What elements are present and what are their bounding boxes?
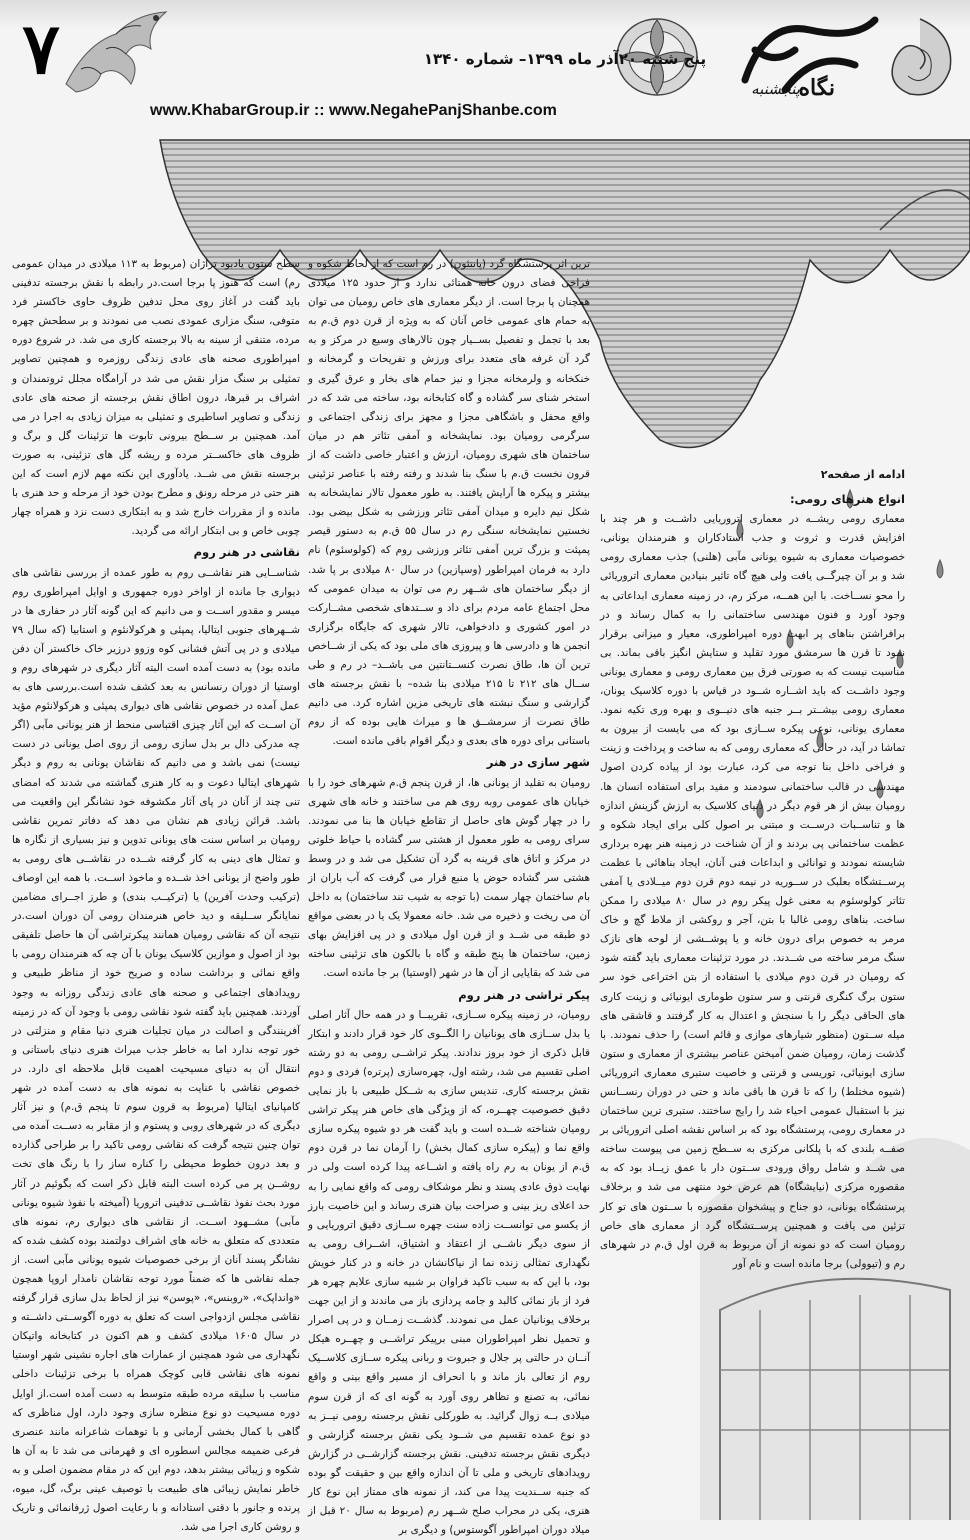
article-paragraph: شناســایی هنر نقاشــی روم به طور عمده از بررسی نقاشی های دیواری جا مانده از اواخر دوره جمهوری و اوایل امپراطوری روم میسر و مقدور اســت و می دانیم که این گونه آثار در حفاری ها در شــهرهای جنوبی ایتالیا، پمپئی و هرکولانئوم و استابیا (که سال ۷۹ میلادی و در پی آتش فشانی کوه وزوو درزیر خاک خاکستر آن دفن مانده بود) به دست آمده است البته آثار دیگری در شهرهای روم و اوستیا از دوران رنسانس به بعد کشف شده است.بررسی های به عمل آمده در خصوص نقاشی های دیواری پمپئی و هرکولانئوم مؤید آن اســت که این آثار چیزی اقتباسی منحط از هنر یونانی مآبی (اگر چه مدرکی دال بر بدل سازی رومی از روی اصل یونانی در دست نیست) نمی باشد و می دانیم که نقاشان یونانی به روم و دیگر شهرهای ایتالیا دعوت و به کار هنری گماشته می شدند که امضای تنی چند از آنان در پای آثار مکشوفه خود نشانگر این واقعیت می باشد. قرائن زیادی هم نشان می دهد که دفاتر تمرین نقاشی رومیان بر اساس سنت های یونانی تدوین و نیز بسیاری از نگاره ها و تمثال های دینی به کار گرفته شــده در نقاشــی های رومی به طور واضح از یونانی اخذ شــده و ماخوذ اســت. با همه این اوصاف (ترکیب وحدت آفرین) یا (ترکیــب بندی) و طرز اجــرای مضامین نمایانگر ســلیقه و دید خاص هنرمندان رومی آن دوران است.در نتیجه آن که نقاشی رومیان همانند پیکرتراشی آن ها حاصل تلفیقی بود از اصول و موازین کلاسیک یونان با آن چه که هنرمندان رومی با واقع نمائی و برداشت ساده و صریح خود از مناظر طبیعی و رویدادهای اجتماعی و صحنه های عادی زندگی روزانه به وجود آوردند. همچنین باید گفته شود نقاشی رومی با وجود آن که در زمینه آفرینندگی و اصالت در میان تجلیات هنری دنیا مقام و منزلتی در خور توجه ندارد اما به خاطر جذب میراث هنری دنیای باستانی و انتقال آن به دنیای مسیحیت اهمیت قابل ملاحظه ای دارد. در خصوص نقاشی با عنایت به نمونه های به دست آمده در شهر کامپانیای ایتالیا (مربوط به قرون سوم تا پنجم ق.م) و نیز آثار دیگری که در شهرهای روبی و پستوم و از مقابر به دســت آمده می توان چنین نتیجه گرفت که نقاشی رومی تاکید را بر طراحی گذارده و بعد درون خطوط محیطی را کناره ساز را با رنگ های تخت روشــن پر می کرده است البته قابل ذکر است که بگوئیم در آثار مورد بحث نفوذ نقاشــی تدفینی اتروریا (آمیخته با نفوذ شیوه یونانی مآبی) مشــهود اســت. از نقاشی های دیواری رم، نمونه های متعددی که متعلق به خانه های اشراف دولتمند بوده کشف شده که نشانگر پسند آنان از برخی خصوصیات شیوه یونانی مآبی است. از جمله نقاشی ها که ضمناً مورد توجه نقاشان نامدار اروپا همچون «وانداپک»، «روبنس»، «پوسن» نیز از لحاظ بدل سازی قرار گرفته نقاشی مجلس ازدواجی است که تعلق به دوره آگوســتی داشــته و در سال ۱۶۰۵ میلادی کشف و هم اکنون در کتابخانه واتیکان نگهداری می شود همچنین از عمارات های اجاره نشینی شهر اوستیا نمونه های نقاشی قابی کوچک همراه با برخی تزئینات داخلی مناسب با سلیقه مرده طبقه متوسط به دست آمده است.از اوایل دوره مسیحیت دو نوع منظره سازی وجود دارد، اول مناظری که گاهی با کمال بخشی آرمانی و با توهمات شاعرانه مانند عنصری فرعی ضمیمه مجالس اسطوره ای و قهرمانی می شد تا به آن ها شکوه و زیبائی بیشتر بدهد، دوم این که در مقام مضمون اصلی و به خاطر نمایش زیبائی های طبیعت با توصیف عینی برگ، گل، میوه، پرنده و جانور با دقتی استادانه و با رعایت اصول ژرفانمائی و تاریک و روشن کاری اجرا می شد. bbox=[12, 566, 300, 1534]
section-heading-painting: نقاشی در هنر روم bbox=[193, 545, 300, 560]
article-column-right bbox=[600, 465, 905, 1274]
logo-subtitle: پنجشنبه bbox=[751, 80, 800, 98]
issue-date-line: پنج شنبه ۲۰آذر ماه ۱۳۹۹– شماره ۱۳۴۰ bbox=[423, 50, 707, 68]
section-heading-urbanism: شهر سازی در هنر bbox=[486, 755, 590, 770]
website-urls[interactable]: www.KhabarGroup.ir :: www.NegahePanjShanbe.com bbox=[150, 102, 557, 119]
article-paragraph: سطح ستون یادبود تراژان (مربوط به ۱۱۳ میلادی در میدان عمومی رم) است که هنوز پا برجا است.در رابطه با نقش برجسته تدفینی باید گفت در آغاز روی محل تدفین ظروف حاوی خاکستر فرد متوفی، سنگ مزاری عمودی نصب می نمودند و بر سطحش چهره مرده، متنقی از سینه به بالا برجسته کاری می شد. در شروع دوره امپراطوری صحنه های عادی زندگی روزمره و همچنین تصاویر تمثیلی بر سنگ مزار نقش می شد در آرامگاه مجلل ثروتمندان و اشراف بر قبرها، درون اطاق نقش برجسته از صحنه های عادی زندگی و تصاویر اساطیری و تمثیلی به میزان زیادی به اجرا در می آمد. همچنین بر ســطح بیرونی تابوت ها تزئینات گل و برگ و ظروف های خاکســتر مرده و ریشه گل های تزئینی، به صورت برجسته نقش می شــد. یادآوری این نکته مهم لازم است که این هنر حتی در مرحله رونق و مطرح بودن خود از مرحله و حد هنری با مانده و از مقررات خارج شد و به ابتکاری دست نزد و همراه چهار چوبی خاص و بی ابتکار ارائه می گردید. bbox=[12, 258, 300, 538]
article-paragraph: ترین اثر پرستشگاه گرد (پانتئون) در رم است که از لحاظ شکوه و فراخی فضای درون خانه همتائی ندارد و از حدود ۱۲۵ میلادی همچنان پا برجا است. از دیگر معماری های خاص رومیان می توان به حمام های عمومی خاص آنان که به ویژه از قرن دوم ق.م به بعد با تجمل و تفصیل بســیار چون تالارهای وسیع در مرکز و به گرد آن غرفه های متعدد برای ورزش و تفریحات و گرمخانه و خنکخانه و ولرمخانه مجزا و نیز حمام های بخار و عرق گیری و استخر شنای سر گشاده و گاه کتابخانه بود، ساخته می شد که در واقع محفل و باشگاهی مجزا و مجهز برای زندگی اجتماعی و سرگرمی رومیان بود. نمایشخانه و آمفی تئاتر هم در میان ساختمان های شهری رومیان، ارزش و اعتبار خاصی داشت که از قرون نخست ق.م با سنگ بنا شدند و رفته رفته با عناصر تزئینی بیشتر و پیکره ها آرایش یافتند. به طور معمول تالار نمایشخانه به شکل نیم دایره و میدان آمفی تئاتر ورزشی به شکل بیضی بود. نخستین نمایشخانه سنگی رم در سال ۵۵ ق.م به دستور قیصر پمپئت و بزرگ ترین آمفی تئاتر ورزشی روم که (کولوسئوم) نام دارد به فرمان امپراطور (وسپازین) در سال ۸۰ میلادی بر پا شد. از دیگر ساختمان های شــهر رم می توان به میدان عمومی که محل اجتماع عامه مردم برای داد و ســتدهای شخصی مشــارکت در امور کشوری و دادخواهی، تالار شهری که جایگاه برگزاری انجمن ها و دادرسی ها و پیروزی های ملی بود که یکی از شــاخص ترین آن ها، طاق نصرت کنســتانتین می باشــد– در رم و طی ســال های ۲۱۲ تا ۲۱۵ میلادی بنا شده– با نقش برجسته های گزارشی و سنگ نبشته های تاریخی مزین اشاره کرد. می دانیم طاق نصرت از سرمشــق ها و میراث هایی بوده که از روم باستانی برای دوره های بعدی و دیگر اقوام باقی مانده است. bbox=[308, 258, 590, 748]
phoenix-ornament-icon bbox=[56, 4, 176, 96]
article-paragraph: معماری رومی ریشــه در معماری اتروریایی داشــت و هر چند با افزایش قدرت و ثروت و جذب استادکاران و هنرمندان یونانی، خصوصیات معماری به شیوه یونانی مآبی (هلنی) جذب معماری رومی شد و بر آن چیرگــی یافت ولی هیچ گاه تاثیر بنیادین معماری اتروریائی را محو نســاخت. با این همــه، مرکز رم، در زمینه معماری ابداعاتی به وجود آورد و فنون مهندسی ساختمانی را به کمال رساند و در برافراشتن بناهای پر ابهت دوره امپراطوری، معیار و میزانی برقرار نمود تا قرن ها سرمشق مورد تقلید و ستایش انگیز باقی بماند. بی مناسبت نیست که به صورتی فرق بین معماری رومی و معماری یونانی وجود داشــت که باید اشــاره شــود در قیاس با دوره کلاسیک یونان، معماری رومی بیشــتر بــر جنبه های دنیــوی و بهره وری تکیه نمود. معماری یونانی، نوعی پیکره ســازی بود که می بایست از بیرون به تماشا در آید، در حالی که معماری رومی که به ساخت و پرداخت و زینت و فراخی داخل بنا توجه می کرد، عبارت بود از پیاده کردن اصول مهندسی در قالب ساختمانی سودمند و مفید برای استفاده انسان ها. رومیان بیش از هر قوم دیگر در دنیای کلاسیک به ارزش گزینش اندازه ها و تناســبات درســت و مبتنی بر اصول کلی برای ایجاد شکوه و عظمت ساختمانی پی بردند و از آن شناخت در زمینه هنر بهره برداری شایسته نمودند و توانائی و ابداعات فنی آنان، ایجاد بناهائی با عظمت پرســتشگاه بعلبک در ســوریه در نیمه دوم قرن دوم میــلادی یا آمفی تئاتر کولوسئوم به معنی غول پیکر روم در سال ۸۰ میلادی را ممکن ساخت. بناهای رومی غالبا با بتن، آجر و روکشی از ملاط گچ و خاک مرمر به خصوص برای درون خانه و یا پوشــشی از لوحه های نازک سنگ مرمر ساخته می شــدند. در مورد تزئینات معماری باید گفته شود که رومیان در قرن دوم میلادی با استفاده از بتن اختراعی خود سر ستون برگ کنگری قرنتی و سر ستون طوماری ایونیائی و زینت کاری های الحاقی دیگر را با سنجش و اعتدال به کار گرفتند و قاشقی های میله ســتون (منظور شیارهای موازی و قائم است) را حذف نمودند. با گذشت زمان، رومیان ضمن آمیختن عناصر بیشتری از معماری و ستون سازی ایونیائی، توریسی و قرنتی و خاصیت ستبری معماری اتروریائی (شیوه مختلط) را که تا قرن ها باقی ماند و حتی در دوران رنســانس نیز با استقبال عمومی احیاء شد را رایج ساختند. ستبری ترین ساختمان در معماری رومی، پرستشگاه بود که بر اساس نقشه اصلی اتروریائی بر صفــه بلندی که با پلکانی مرکزی به ســطح زمین می پیوست ساخته می شــد و شامل رواق ورودی ســتون دار با عمق زیــاد بود که به مقصوره مرکزی (نیایشگاه) هم عرض خود منتهی می شد و برخلاف پرستشگاه یونانی، دو جناح و پیشخوان مقصوره با ســتون های تو کار تزئین می یافت و همچنین پرســتشگاه گرد از معماری های خاص رومیان است که دو نمونه از آن مربوط به قرن اول ق.م در شهرهای رم و (تیوولی) برجا مانده است و نام آور bbox=[600, 513, 905, 1270]
article-paragraph: رومیان به تقلید از یونانی ها، از قرن پنجم ق.م شهرهای خود را با خیابان های عمومی روبه روی هم می ساختند و خانه های شهری را در چهار گوش های حاصل از تقاطع خیابان ها بنا می نمودند. سرای رومی به طور معمول از هشتی سر گشاده با حیاط خلوتی در مرکز و اتاق های قرینه به گرد آن تشکیل می شد و در وسط هشتی سر گشاده حوض یا منبع قرار می گرفت که آب باران از بام ساختمان چهار سمت (با توجه به شیب تند ساختمان) به داخل آن می ریخت و ذخیره می شد. خانه معمولا یک یا در بعضی مواقع دو طبقه می شــد و از قرن اول میلادی و در پی افزایش بهای زمین، ساختمان ها پنج طبقه و گاه با بالکون های تزئینی ساخته می شد که بقایایی از آن ها در شهر (اوستیا) بر جا مانده است. bbox=[308, 776, 590, 980]
page-header bbox=[0, 0, 970, 140]
article-paragraph: رومیان، در زمینه پیکره ســازی، تقریبــا و در همه حال آثار اصلی یا بدل ســازی های یونانیان را الگــوی کار خود قرار دادند و ابتکار قابل ذکری از خود بروز ندادند. پیکر تراشــی رومی به دو رشته اصلی تقسیم می شد، رشته اول، چهره‌سازی (پرتره) فردی و دوم نقش برجسته کاری. تندیس سازی به شــکل طبیعی با باز نمایی دقیق خصوصیت چهــره، که از ویژگی های خاص هنر پیکر تراشی رومیان شناخته شــده است و باید گفت هر دو شیوه پیکره سازی واقع نما و (پیکره سازی کمال بخش) را آرمان نما در قرن دوم ق.م از یونان به رم راه یافته و اشــاعه پیدا کرده است ولی در نهایت ذوق عادی پسند و نظر موشکاف رومی که واقع نمایی را به حد اعلای ریز بینی و صراحت بیان هنری رساند و این خاصیت بارز از یکسو می توانســت زاده سنت چهره ســازی دقیق اتروریایی و از سوی دیگر ناشــی از اعتقاد و اشتیاق، اشــراف رومی به نگهداری تمثالی زنده نما از نیاکانشان در خانه و در کنار خویش بود، با این که به سبب تاکید فراوان بر شبیه سازی علایم چهره هر فرد از باز نمائی کالبد و جامه پردازی باز می ماندند و از این جهت برخلاف یونانیان عمل می نمودند. گذشــت زمــان و در پی اصرار و تحمیل نظر امپراطوران مبنی برپیکر تراشــی و چهــره هیکل آنــان در حالتی پر جلال و جبروت و ربانی پیکره ســازی کلاســیک روم از تعالی باز ماند و با انحراف از مسیر واقع بینی و واقع نمائی، به تصنع و تظاهر روی آورد به گونه ای که از قرن سوم میلادی بــه زوال گرائید. به طورکلی نقش برجسته رومی نیــز به دو نوع عمده تقسیم می شــود یکی نقش برجسته گزارشی و دیگری نقش برجسته تدفینی. نقش برجسته گزارشــی در گزارش رویدادهای تاریخی و ملی تا آن اندازه واقع بین و حقیقت گو بوده که جنبه ســندیت پیدا می کند، از نمونه های ممتاز این نوع کار هنری، یکی در محراب صلح شــهر رم (مربوط به سال ۲۰ قبل از میلاد دوران امپراطور آگوستوس) و دیگری بر bbox=[308, 1008, 590, 1537]
page-number: ۷ bbox=[22, 7, 60, 90]
article-column-left bbox=[12, 255, 300, 1537]
section-heading-roman-arts: انواع هنرهای رومی: bbox=[789, 492, 905, 507]
article-column-middle bbox=[308, 255, 590, 1540]
logo-text: نگاه bbox=[798, 75, 835, 101]
continuation-note: ادامه از صفحه۲ bbox=[820, 468, 905, 481]
paisley-ornament-icon bbox=[880, 14, 960, 104]
section-heading-sculpture: پیکر تراشی در هنر روم bbox=[458, 987, 590, 1002]
